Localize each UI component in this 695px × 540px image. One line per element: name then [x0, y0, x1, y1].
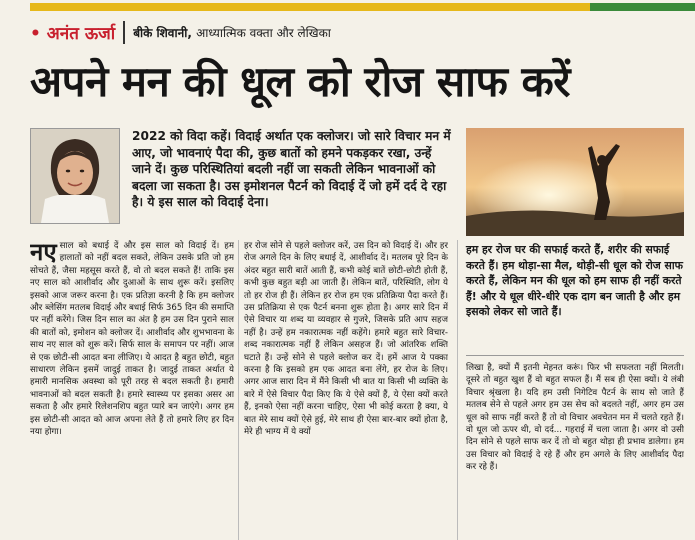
section-header — [30, 20, 331, 44]
column-divider — [457, 240, 458, 540]
green-bar — [590, 3, 695, 11]
body-column-3 — [466, 362, 684, 540]
headline: अपने मन की धूल को रोज साफ करें — [30, 57, 570, 106]
author-photo — [30, 128, 120, 224]
pull-quote-rule — [466, 355, 684, 356]
body-column-1 — [30, 240, 234, 540]
sunset-photo — [466, 128, 684, 236]
author-name: बीके शिवानी, — [133, 25, 192, 40]
author-byline — [125, 24, 331, 41]
body-column-1-text: साल को बधाई दें और इस साल को विदाई दें। हम हालातों को नहीं बदल सकते, लेकिन उसके प्रति जो हम सोचते हैं, जैसा महसूस करते हैं, वो तो बदल सकते हैं! ताकि इस नए साल को आशीर्वाद और दुआओं के साथ शुरू करें। इसलिए इसको आज जरूर करना है। एक प्रतिज्ञा करनी है कि हम क्लोजर और ब्लेसिंग मतलब विदाई और बधाई सिर्फ 365 दिन की समाप्ति पर नहीं करेंगे। जिस दिन साल का अंत है हम उस दिन पुराने साल की बातों को, इमोशन को क्लोजर दें। आशीर्वाद और शुभभावना के साथ नए साल को शुरू करें। सिर्फ साल के समापन पर नहीं। आज से एक छोटी-सी आदत बना लीजिए। ये आदत है बहुत छोटी, बहुत साधारण लेकिन इसमें जादुई ताकत है। जादुई ताकत अर्थात ये हमारी मानसिक अवस्था को पूरी तरह से बदल सकती है। हमारी भावनाओं को बदल सकती है। हमारे स्वास्थ्य पर इसका असर आ सकता है और हमारे रिलेशनशिप बहुत प्यारे बन जाएंगे। अगर हम इस छोटी-सी आदत को आज अपना लेते हैं तो हमारे लिए हर दिन नया होगा। — [30, 241, 234, 438]
yellow-bar — [30, 3, 590, 11]
section-brand: • अनंत ऊर्जा — [30, 21, 125, 44]
author-role: आध्यात्मिक वक्ता और लेखिका — [196, 25, 331, 40]
body-column-2 — [244, 240, 448, 540]
pull-quote: हम हर रोज घर की सफाई करते हैं, शरीर की सफाई करते हैं। हम थोड़ा-सा मैल, थोड़ी-सी धूल को रोज साफ करते हैं, लेकिन मन की धूल को हम साफ ही नहीं करते हैं! और ये धूल धीरे-धीरे एक दाग बन जाती है और हम इसको लेकर सो जाते हैं। — [466, 243, 683, 319]
intro-text: 2022 को विदा कहें। विदाई अर्थात एक क्लोजर। जो सारे विचार मन में आए, जो भावनाएं पैदा की, कुछ बातों को हमने पकड़कर रखा, उन्हें जाने दें। कुछ परिस्थितियां बदली नहीं जा सकती लेकिन भावनाओं को बदला जा सकता है। उस इमोशनल पैटर्न को विदाई दें जो हमें दर्द दे रहा है। ये इस साल को विदाई देना। — [132, 129, 451, 210]
drop-cap: नए — [30, 240, 57, 266]
column-divider — [238, 240, 239, 540]
top-color-bar — [0, 0, 695, 13]
body-column-2-text: हर रोज सोने से पहले क्लोजर करें, उस दिन को विदाई दें। और हर रोज अगले दिन के लिए बधाई दें, आशीर्वाद दें। मतलब पूरे दिन के अंदर बहुत सारी बातें आती हैं, कभी कोई बातें छोटी-छोटी होती हैं, कभी कुछ बहुत बड़ी आ जाती हैं। लेकिन बातें, परिस्थिति, लोग ये तो हर रोज ही हैं। लेकिन हर रोज हम एक प्रतिक्रिया पैदा करते हैं। उस प्रतिक्रिया से एक पैटर्न बनना शुरू होता है। अगर सारे दिन में ऐसे विचार या शब्द या व्यवहार से गुजरे, जिसके प्रति आप सहज नहीं है। उन्हें हम नकारात्मक नहीं कहेंगे। हमारे बहुत सारे विचार-शब्द नकारात्मक नहीं हैं लेकिन असहज हैं। जो आंतरिक शक्ति घटाते हैं। उन्हें सोने से पहले क्लोज कर दें। हमें आज ये पक्का करना है कि इसको हम एक आदत बना लेंगे, हर रोज के लिए। अगर आज सारा दिन में मैंने किसी भी बात या किसी भी व्यक्ति के बारे में ऐसे विचार पैदा किए कि ये ऐसे क्यों हैं, ये ऐसा क्यों करते हैं, इनको ऐसा नहीं करना चाहिए, ऐसा भी कोई करता है क्या, ये बात मेरे साथ क्यों ऐसे हुई, मेरे साथ ही ऐसा बार-बार क्यों होता है, मेरे ही भाग्य में ये क्यों — [244, 241, 448, 438]
body-column-3-text: लिखा है, क्यों मैं इतनी मेहनत करूं। फिर भी सफलता नहीं मिलती। दूसरे तो बहुत खुश हैं वो बहुत सफल हैं। मैं सब ही ऐसा क्यों। ये लंबी विचार श्रृंखला है। यदि हम उसी निगेटिव पैटर्न के साथ सो जाते हैं मतलब सेने से पहले अगर हम उस सेच को बदलते नहीं, अगर हम उस धूल को साफ नहीं करते हैं तो वो विचार अवचेतन मन में चलते रहते हैं। वो धूल जो ऊपर थी, वो दर्द... गहराई में चला जाता है। अगर वो उसी दिन सोने से पहले साफ कर दें तो वो बहुत थोड़ा ही प्रभाव डालेगा। हम उस विचार को विदाई दे रहे हैं और हम अगले के लिए आशीर्वाद पैदा कर रहे हैं। — [466, 363, 684, 473]
